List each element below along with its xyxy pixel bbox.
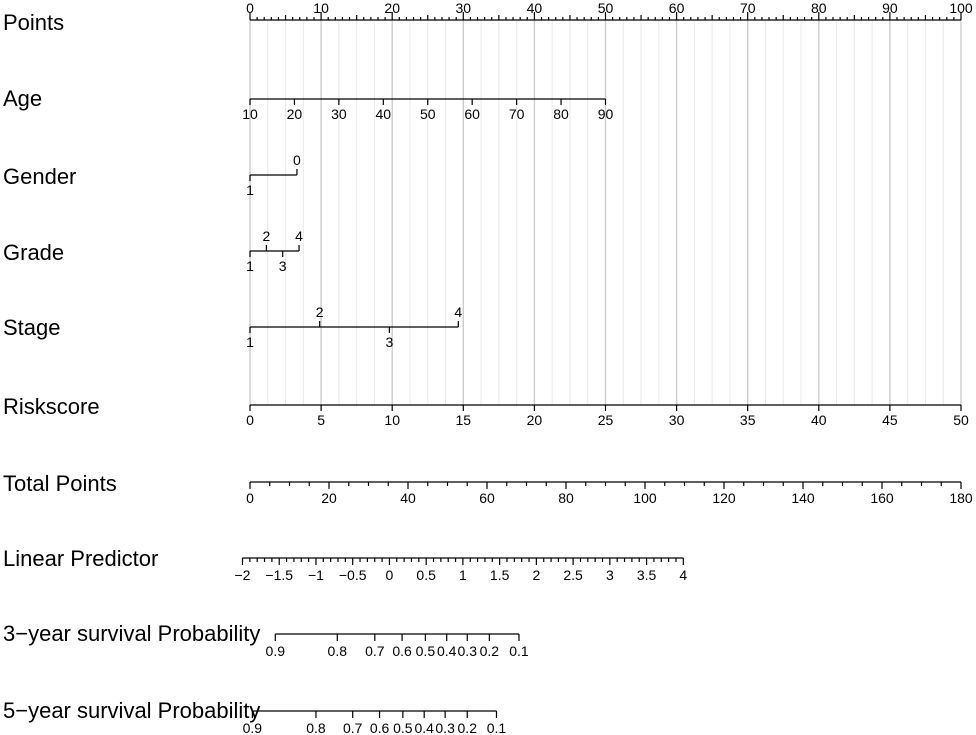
points-tick-label: 70 [739, 0, 756, 16]
grade-tick-label: 1 [246, 258, 254, 274]
riskscore-tick-label: 35 [739, 412, 756, 428]
survival-5yr-tick-label: 0.6 [369, 720, 390, 735]
survival-5yr-tick-label: 0.4 [414, 720, 434, 735]
row-label-points: Points [3, 10, 65, 35]
nomogram-axes [3, 0, 973, 735]
riskscore-tick-label: 10 [384, 412, 400, 428]
linear-predictor-tick-label: −2 [234, 567, 251, 583]
linear-predictor-tick-label: −0.5 [338, 567, 367, 583]
riskscore-tick-label: 50 [953, 412, 969, 428]
age-tick-label: 40 [375, 106, 392, 122]
survival-3yr-tick-label: 0.3 [457, 643, 477, 659]
row-label-grade: Grade [3, 240, 65, 265]
row-label-total-points: Total Points [3, 471, 117, 496]
linear-predictor-tick-label: 1 [459, 567, 467, 583]
age-tick-label: 70 [508, 106, 525, 122]
row-label-survival-3yr: 3−year survival Probability [3, 621, 261, 646]
survival-5yr-tick-label: 0.2 [457, 720, 477, 735]
row-label-gender: Gender [3, 164, 77, 189]
survival-5yr-tick-label: 0.5 [393, 720, 413, 735]
age-tick-label: 20 [286, 106, 303, 122]
total-points-tick-label: 0 [246, 490, 254, 506]
points-tick-label: 60 [668, 0, 685, 16]
grade-tick-label: 2 [262, 228, 271, 244]
total-points-tick-label: 120 [712, 490, 736, 506]
points-tick-label: 100 [949, 0, 973, 16]
survival-3yr-tick-label: 0.1 [509, 643, 529, 659]
linear-predictor-tick-label: 2.5 [563, 567, 583, 583]
points-tick-label: 10 [313, 0, 329, 16]
age-tick-label: 60 [464, 106, 480, 122]
row-label-linear-predictor: Linear Predictor [3, 546, 159, 571]
riskscore-tick-label: 30 [668, 412, 685, 428]
survival-3yr-tick-label: 0.2 [479, 643, 500, 659]
survival-5yr-tick-label: 0.9 [242, 720, 263, 735]
age-tick-label: 10 [242, 106, 258, 122]
linear-predictor-tick-label: −1.5 [265, 567, 294, 583]
linear-predictor-tick-label: −1 [307, 567, 324, 583]
riskscore-tick-label: 15 [455, 412, 472, 428]
age-tick-label: 50 [419, 106, 436, 122]
row-label-survival-5yr: 5−year survival Probability [3, 698, 261, 723]
total-points-tick-label: 100 [633, 490, 657, 506]
linear-predictor-tick-label: 0.5 [416, 567, 436, 583]
riskscore-tick-label: 20 [526, 412, 543, 428]
points-tick-label: 20 [384, 0, 400, 16]
points-tick-label: 30 [455, 0, 472, 16]
riskscore-tick-label: 25 [597, 412, 614, 428]
row-label-stage: Stage [3, 315, 61, 340]
riskscore-tick-label: 40 [811, 412, 827, 428]
survival-3yr-tick-label: 0.7 [365, 643, 385, 659]
age-tick-label: 30 [331, 106, 347, 122]
survival-3yr-tick-label: 0.9 [265, 643, 286, 659]
row-label-riskscore: Riskscore [3, 394, 100, 419]
stage-tick-label: 4 [454, 304, 463, 320]
total-points-tick-label: 20 [321, 490, 337, 506]
linear-predictor-tick-label: 4 [679, 567, 688, 583]
total-points-tick-label: 60 [479, 490, 495, 506]
survival-5yr-tick-label: 0.1 [486, 720, 507, 735]
age-tick-label: 80 [553, 106, 569, 122]
survival-5yr-tick-label: 0.3 [435, 720, 455, 735]
grade-tick-label: 4 [295, 228, 303, 244]
points-tick-label: 0 [246, 0, 254, 16]
total-points-tick-label: 140 [791, 490, 815, 506]
linear-predictor-tick-label: 3 [605, 567, 614, 583]
points-tick-label: 40 [526, 0, 543, 16]
total-points-tick-label: 180 [949, 490, 973, 506]
row-label-age: Age [3, 86, 43, 111]
survival-5yr-tick-label: 0.8 [306, 720, 326, 735]
points-tick-label: 50 [597, 0, 614, 16]
grade-tick-label: 3 [278, 258, 287, 274]
stage-tick-label: 2 [315, 304, 324, 320]
survival-3yr-tick-label: 0.6 [392, 643, 412, 659]
survival-5yr-tick-label: 0.7 [342, 720, 363, 735]
linear-predictor-tick-label: 0 [385, 567, 394, 583]
points-tick-label: 90 [882, 0, 898, 16]
points-gridlines [250, 20, 961, 405]
gender-tick-label: 1 [246, 182, 254, 198]
gender-tick-label: 0 [293, 152, 301, 168]
linear-predictor-tick-label: 1.5 [489, 567, 510, 583]
linear-predictor-tick-label: 3.5 [636, 567, 657, 583]
survival-3yr-tick-label: 0.8 [327, 643, 348, 659]
linear-predictor-tick-label: 2 [532, 567, 541, 583]
stage-tick-label: 3 [385, 334, 394, 350]
riskscore-tick-label: 45 [882, 412, 898, 428]
total-points-tick-label: 40 [400, 490, 416, 506]
survival-3yr-tick-label: 0.4 [436, 643, 457, 659]
stage-tick-label: 1 [246, 334, 254, 350]
riskscore-tick-label: 0 [246, 412, 254, 428]
riskscore-tick-label: 5 [317, 412, 325, 428]
total-points-tick-label: 160 [870, 490, 894, 506]
total-points-tick-label: 80 [558, 490, 574, 506]
age-tick-label: 90 [597, 106, 614, 122]
points-tick-label: 80 [811, 0, 827, 16]
survival-3yr-tick-label: 0.5 [415, 643, 436, 659]
